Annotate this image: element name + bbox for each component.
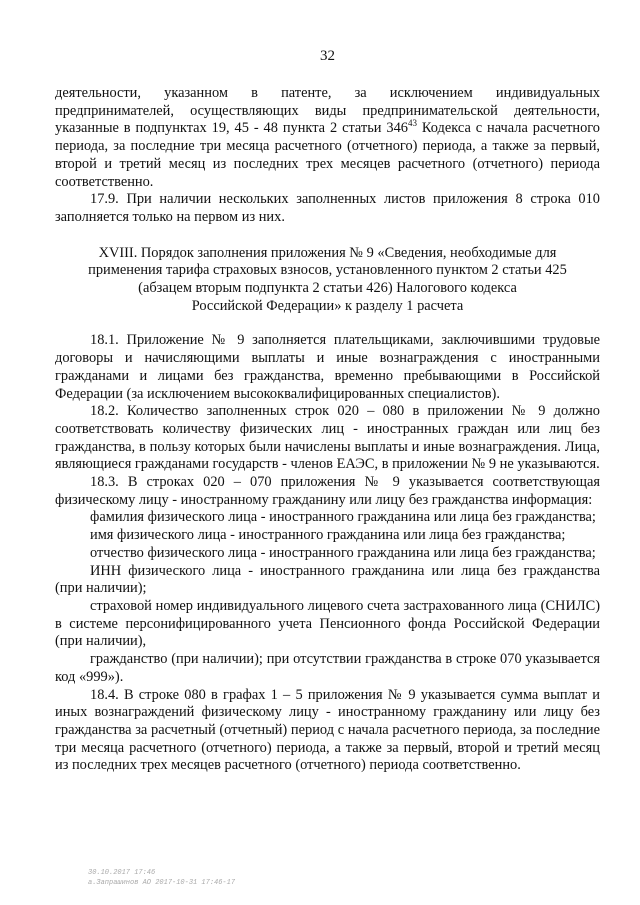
paragraph-18-2: 18.2. Количество заполненных строк 020 – 080 в приложении № 9 должно соответствовать количеству физических лиц - иностранных граждан или лиц без гражданства, в пользу которых были начислены выплаты и иные вознаграждения. Лица, являющиеся гражданами государств - членов ЕАЭС, в приложении № 9 не указываются. — [55, 403, 600, 473]
paragraph-continuation-text-a: деятельности, указанном в патенте, за исключением индивидуальных предпринимателей, осуществляющих виды предпринимательской деятельности, указанные в подпунктах 19, 45 - 48 пункта 2 статьи 346 — [55, 85, 600, 137]
section-heading-line: применения тарифа страховых взносов, установленного пунктом 2 статьи 425 — [88, 262, 567, 279]
paragraph-18-3: 18.3. В строках 020 – 070 приложения № 9 указывается соответствующая физическому лицу - иностранному гражданину или лицу без гражданства информация: — [55, 474, 600, 508]
list-item-surname: фамилия физического лица - иностранного гражданина или лица без гражданства; — [90, 509, 596, 526]
paragraph-18-1: 18.1. Приложение № 9 заполняется плательщиками, заключившими трудовые договоры и начисляющими выплаты и иные вознаграждения с иностранными гражданами и лицами без гражданства, временно пребывающими в Российской Федерации (за исключением высококвалифицированных специалистов). — [55, 332, 600, 402]
footer-stamp — [88, 868, 235, 888]
paragraph-17-9: 17.9. При наличии нескольких заполненных листов приложения 8 строка 010 заполняется только на первом из них. — [55, 191, 600, 225]
list-item-inn: ИНН физического лица - иностранного гражданина или лица без гражданства (при наличии); — [55, 562, 600, 597]
section-heading-line: XVIII. Порядок заполнения приложения № 9 «Сведения, необходимые для — [98, 244, 557, 261]
paragraph-continuation-text-b: Кодекса с начала расчетного периода, за последние три месяца расчетного (отчетного) периода, а также за первый, второй и третий месяц из последних трех месяцев расчетного (отчетного) периода соответственно. — [55, 120, 601, 190]
list-item-citizenship: гражданство (при наличии); при отсутствии гражданства в строке 070 указывается код «999»). — [55, 651, 600, 685]
paragraph-continuation — [55, 85, 600, 191]
section-heading-line: (абзацем вторым подпункта 2 статьи 426) Налогового кодекса — [138, 280, 517, 297]
footer-stamp-line: 30.10.2017 17:46 — [88, 869, 156, 877]
page-number: 32 — [320, 48, 335, 64]
section-heading-line: Российской Федерации» к разделу 1 расчета — [191, 297, 464, 314]
list-item-snils: страховой номер индивидуального лицевого счета застрахованного лица (СНИЛС) в системе персонифицированного учета Пенсионного фонда Российской Федерации (при наличии), — [55, 597, 600, 650]
paragraph-18-4: 18.4. В строке 080 в графах 1 – 5 приложения № 9 указывается сумма выплат и иных вознаграждений физическому лицу - иностранному гражданину или лицу без гражданства за расчетный (отчетный) период с начала расчетного периода, за последние три месяца расчетного (отчетного) периода, а также за первый, второй и третий месяц из последних трех месяцев расчетного (отчетного) периода соответственно. — [55, 686, 600, 774]
page-content — [55, 85, 600, 775]
list-item-patronymic: отчество физического лица - иностранного гражданина или лица без гражданства; — [90, 544, 596, 561]
section-heading — [55, 245, 600, 316]
footer-stamp-line: а.Запрашинов АО 2017-10-31 17:46-17 — [88, 879, 236, 887]
list-item-name: имя физического лица - иностранного гражданина или лица без гражданства; — [90, 527, 566, 544]
article-superscript: 43 — [407, 118, 417, 129]
